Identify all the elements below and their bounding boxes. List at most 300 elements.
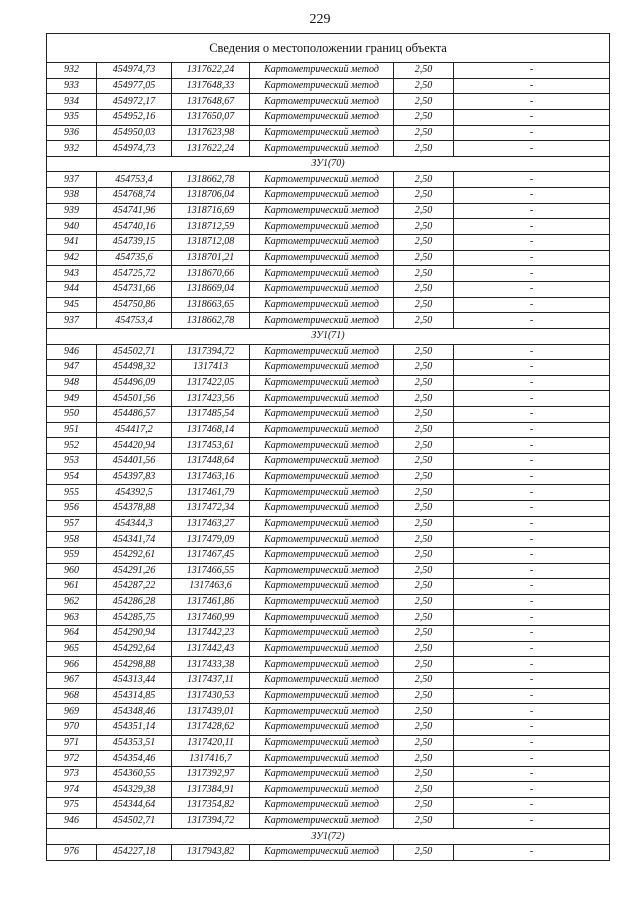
- accuracy-cell: 2,50: [394, 782, 454, 798]
- description-cell: -: [454, 78, 610, 94]
- x-coordinate-cell: 454768,74: [97, 188, 172, 204]
- x-coordinate-cell: 454292,64: [97, 641, 172, 657]
- description-cell: -: [454, 109, 610, 125]
- y-coordinate-cell: 1317622,24: [172, 63, 250, 79]
- x-coordinate-cell: 454502,71: [97, 813, 172, 829]
- method-cell: Картометрический метод: [250, 469, 394, 485]
- point-number-cell: 937: [47, 313, 97, 329]
- description-cell: -: [454, 266, 610, 282]
- description-cell: -: [454, 313, 610, 329]
- y-coordinate-cell: 1317943,82: [172, 845, 250, 861]
- table-row: [47, 704, 610, 720]
- description-cell: -: [454, 344, 610, 360]
- description-cell: -: [454, 219, 610, 235]
- y-coordinate-cell: 1317413: [172, 360, 250, 376]
- description-cell: -: [454, 485, 610, 501]
- method-cell: Картометрический метод: [250, 719, 394, 735]
- y-coordinate-cell: 1317394,72: [172, 344, 250, 360]
- accuracy-cell: 2,50: [394, 813, 454, 829]
- accuracy-cell: 2,50: [394, 547, 454, 563]
- method-cell: Картометрический метод: [250, 766, 394, 782]
- point-number-cell: 935: [47, 109, 97, 125]
- point-number-cell: 959: [47, 547, 97, 563]
- y-coordinate-cell: 1317448,64: [172, 454, 250, 470]
- y-coordinate-cell: 1317422,05: [172, 375, 250, 391]
- description-cell: -: [454, 63, 610, 79]
- point-number-cell: 952: [47, 438, 97, 454]
- x-coordinate-cell: 454341,74: [97, 532, 172, 548]
- accuracy-cell: 2,50: [394, 672, 454, 688]
- y-coordinate-cell: 1317394,72: [172, 813, 250, 829]
- table-row: [47, 766, 610, 782]
- description-cell: -: [454, 719, 610, 735]
- description-cell: -: [454, 735, 610, 751]
- x-coordinate-cell: 454329,38: [97, 782, 172, 798]
- table-row: [47, 125, 610, 141]
- y-coordinate-cell: 1317442,23: [172, 626, 250, 642]
- method-cell: Картометрический метод: [250, 407, 394, 423]
- description-cell: -: [454, 563, 610, 579]
- description-cell: -: [454, 500, 610, 516]
- table-row: [47, 500, 610, 516]
- y-coordinate-cell: 1317442,43: [172, 641, 250, 657]
- method-cell: Картометрический метод: [250, 485, 394, 501]
- description-cell: -: [454, 626, 610, 642]
- x-coordinate-cell: 454397,83: [97, 469, 172, 485]
- method-cell: Картометрический метод: [250, 516, 394, 532]
- point-number-cell: 943: [47, 266, 97, 282]
- point-number-cell: 932: [47, 63, 97, 79]
- method-cell: Картометрический метод: [250, 125, 394, 141]
- point-number-cell: 956: [47, 500, 97, 516]
- table-row: [47, 532, 610, 548]
- table-row: [47, 281, 610, 297]
- x-coordinate-cell: 454286,28: [97, 594, 172, 610]
- method-cell: Картометрический метод: [250, 250, 394, 266]
- method-cell: Картометрический метод: [250, 391, 394, 407]
- section-header-row: [47, 156, 610, 172]
- page-number: 229: [309, 12, 331, 27]
- description-cell: -: [454, 813, 610, 829]
- point-number-cell: 974: [47, 782, 97, 798]
- x-coordinate-cell: 454344,64: [97, 798, 172, 814]
- method-cell: Картометрический метод: [250, 532, 394, 548]
- method-cell: Картометрический метод: [250, 109, 394, 125]
- y-coordinate-cell: 1317461,86: [172, 594, 250, 610]
- point-number-cell: 962: [47, 594, 97, 610]
- description-cell: -: [454, 641, 610, 657]
- y-coordinate-cell: 1318701,21: [172, 250, 250, 266]
- method-cell: Картометрический метод: [250, 672, 394, 688]
- accuracy-cell: 2,50: [394, 579, 454, 595]
- x-coordinate-cell: 454725,72: [97, 266, 172, 282]
- y-coordinate-cell: 1317463,27: [172, 516, 250, 532]
- description-cell: -: [454, 203, 610, 219]
- table-row: [47, 203, 610, 219]
- accuracy-cell: 2,50: [394, 78, 454, 94]
- description-cell: -: [454, 688, 610, 704]
- x-coordinate-cell: 454291,26: [97, 563, 172, 579]
- point-number-cell: 936: [47, 125, 97, 141]
- description-cell: -: [454, 125, 610, 141]
- table-row: [47, 626, 610, 642]
- table-title-row: [47, 34, 610, 63]
- table-row: [47, 688, 610, 704]
- x-coordinate-cell: 454753,4: [97, 172, 172, 188]
- accuracy-cell: 2,50: [394, 719, 454, 735]
- point-number-cell: 946: [47, 813, 97, 829]
- point-number-cell: 971: [47, 735, 97, 751]
- accuracy-cell: 2,50: [394, 407, 454, 423]
- table-row: [47, 594, 610, 610]
- description-cell: -: [454, 782, 610, 798]
- point-number-cell: 965: [47, 641, 97, 657]
- description-cell: -: [454, 235, 610, 251]
- table-row: [47, 579, 610, 595]
- description-cell: -: [454, 422, 610, 438]
- table-row: [47, 141, 610, 157]
- section-header-row: [47, 829, 610, 845]
- method-cell: Картометрический метод: [250, 626, 394, 642]
- point-number-cell: 934: [47, 94, 97, 110]
- point-number-cell: 960: [47, 563, 97, 579]
- accuracy-cell: 2,50: [394, 845, 454, 861]
- x-coordinate-cell: 454977,05: [97, 78, 172, 94]
- description-cell: -: [454, 454, 610, 470]
- method-cell: Картометрический метод: [250, 813, 394, 829]
- description-cell: -: [454, 141, 610, 157]
- y-coordinate-cell: 1318670,66: [172, 266, 250, 282]
- table-row: [47, 78, 610, 94]
- description-cell: -: [454, 516, 610, 532]
- x-coordinate-cell: 454227,18: [97, 845, 172, 861]
- accuracy-cell: 2,50: [394, 438, 454, 454]
- method-cell: Картометрический метод: [250, 594, 394, 610]
- method-cell: Картометрический метод: [250, 360, 394, 376]
- y-coordinate-cell: 1317420,11: [172, 735, 250, 751]
- x-coordinate-cell: 454313,44: [97, 672, 172, 688]
- x-coordinate-cell: 454285,75: [97, 610, 172, 626]
- x-coordinate-cell: 454378,88: [97, 500, 172, 516]
- accuracy-cell: 2,50: [394, 641, 454, 657]
- table-row: [47, 454, 610, 470]
- accuracy-cell: 2,50: [394, 798, 454, 814]
- method-cell: Картометрический метод: [250, 641, 394, 657]
- method-cell: Картометрический метод: [250, 751, 394, 767]
- accuracy-cell: 2,50: [394, 281, 454, 297]
- accuracy-cell: 2,50: [394, 266, 454, 282]
- method-cell: Картометрический метод: [250, 203, 394, 219]
- x-coordinate-cell: 454972,17: [97, 94, 172, 110]
- description-cell: -: [454, 751, 610, 767]
- x-coordinate-cell: 454735,6: [97, 250, 172, 266]
- x-coordinate-cell: 454974,73: [97, 141, 172, 157]
- method-cell: Картометрический метод: [250, 782, 394, 798]
- point-number-cell: 975: [47, 798, 97, 814]
- y-coordinate-cell: 1317463,16: [172, 469, 250, 485]
- table-row: [47, 109, 610, 125]
- point-number-cell: 948: [47, 375, 97, 391]
- table-row: [47, 845, 610, 861]
- accuracy-cell: 2,50: [394, 188, 454, 204]
- method-cell: Картометрический метод: [250, 845, 394, 861]
- x-coordinate-cell: 454348,46: [97, 704, 172, 720]
- x-coordinate-cell: 454750,86: [97, 297, 172, 313]
- point-number-cell: 950: [47, 407, 97, 423]
- accuracy-cell: 2,50: [394, 500, 454, 516]
- x-coordinate-cell: 454950,03: [97, 125, 172, 141]
- x-coordinate-cell: 454287,22: [97, 579, 172, 595]
- accuracy-cell: 2,50: [394, 109, 454, 125]
- table-row: [47, 657, 610, 673]
- description-cell: -: [454, 297, 610, 313]
- description-cell: -: [454, 94, 610, 110]
- method-cell: Картометрический метод: [250, 266, 394, 282]
- point-number-cell: 939: [47, 203, 97, 219]
- description-cell: -: [454, 188, 610, 204]
- method-cell: Картометрический метод: [250, 735, 394, 751]
- y-coordinate-cell: 1317623,98: [172, 125, 250, 141]
- description-cell: -: [454, 172, 610, 188]
- method-cell: Картометрический метод: [250, 344, 394, 360]
- x-coordinate-cell: 454290,94: [97, 626, 172, 642]
- method-cell: Картометрический метод: [250, 172, 394, 188]
- table-row: [47, 641, 610, 657]
- description-cell: -: [454, 610, 610, 626]
- table-row: [47, 250, 610, 266]
- point-number-cell: 954: [47, 469, 97, 485]
- accuracy-cell: 2,50: [394, 94, 454, 110]
- point-number-cell: 938: [47, 188, 97, 204]
- y-coordinate-cell: 1318663,65: [172, 297, 250, 313]
- accuracy-cell: 2,50: [394, 688, 454, 704]
- y-coordinate-cell: 1317467,45: [172, 547, 250, 563]
- accuracy-cell: 2,50: [394, 391, 454, 407]
- method-cell: Картометрический метод: [250, 657, 394, 673]
- method-cell: Картометрический метод: [250, 78, 394, 94]
- accuracy-cell: 2,50: [394, 657, 454, 673]
- x-coordinate-cell: 454360,55: [97, 766, 172, 782]
- method-cell: Картометрический метод: [250, 704, 394, 720]
- point-number-cell: 949: [47, 391, 97, 407]
- table-row: [47, 672, 610, 688]
- table-row: [47, 422, 610, 438]
- table-row: [47, 375, 610, 391]
- table-row: [47, 63, 610, 79]
- description-cell: -: [454, 375, 610, 391]
- section-label: ЗУ1(72): [47, 829, 610, 845]
- method-cell: Картометрический метод: [250, 454, 394, 470]
- method-cell: Картометрический метод: [250, 610, 394, 626]
- point-number-cell: 957: [47, 516, 97, 532]
- x-coordinate-cell: 454739,15: [97, 235, 172, 251]
- x-coordinate-cell: 454351,14: [97, 719, 172, 735]
- point-number-cell: 953: [47, 454, 97, 470]
- table-row: [47, 813, 610, 829]
- table-row: [47, 782, 610, 798]
- point-number-cell: 966: [47, 657, 97, 673]
- x-coordinate-cell: 454974,73: [97, 63, 172, 79]
- x-coordinate-cell: 454314,85: [97, 688, 172, 704]
- method-cell: Картометрический метод: [250, 375, 394, 391]
- accuracy-cell: 2,50: [394, 610, 454, 626]
- description-cell: -: [454, 250, 610, 266]
- table-row: [47, 344, 610, 360]
- method-cell: Картометрический метод: [250, 563, 394, 579]
- table-row: [47, 172, 610, 188]
- description-cell: -: [454, 766, 610, 782]
- method-cell: Картометрический метод: [250, 798, 394, 814]
- method-cell: Картометрический метод: [250, 579, 394, 595]
- accuracy-cell: 2,50: [394, 735, 454, 751]
- point-number-cell: 955: [47, 485, 97, 501]
- method-cell: Картометрический метод: [250, 422, 394, 438]
- description-cell: -: [454, 672, 610, 688]
- accuracy-cell: 2,50: [394, 375, 454, 391]
- x-coordinate-cell: 454401,56: [97, 454, 172, 470]
- accuracy-cell: 2,50: [394, 563, 454, 579]
- description-cell: -: [454, 360, 610, 376]
- table-row: [47, 235, 610, 251]
- y-coordinate-cell: 1317430,53: [172, 688, 250, 704]
- point-number-cell: 973: [47, 766, 97, 782]
- description-cell: -: [454, 704, 610, 720]
- description-cell: -: [454, 579, 610, 595]
- point-number-cell: 942: [47, 250, 97, 266]
- accuracy-cell: 2,50: [394, 485, 454, 501]
- accuracy-cell: 2,50: [394, 219, 454, 235]
- method-cell: Картометрический метод: [250, 235, 394, 251]
- point-number-cell: 932: [47, 141, 97, 157]
- method-cell: Картометрический метод: [250, 297, 394, 313]
- accuracy-cell: 2,50: [394, 422, 454, 438]
- x-coordinate-cell: 454417,2: [97, 422, 172, 438]
- x-coordinate-cell: 454353,51: [97, 735, 172, 751]
- description-cell: -: [454, 798, 610, 814]
- x-coordinate-cell: 454731,66: [97, 281, 172, 297]
- point-number-cell: 944: [47, 281, 97, 297]
- x-coordinate-cell: 454501,56: [97, 391, 172, 407]
- y-coordinate-cell: 1317433,38: [172, 657, 250, 673]
- point-number-cell: 968: [47, 688, 97, 704]
- accuracy-cell: 2,50: [394, 313, 454, 329]
- table-row: [47, 407, 610, 423]
- accuracy-cell: 2,50: [394, 751, 454, 767]
- table-row: [47, 188, 610, 204]
- section-header-row: [47, 328, 610, 344]
- point-number-cell: 970: [47, 719, 97, 735]
- y-coordinate-cell: 1317463,6: [172, 579, 250, 595]
- accuracy-cell: 2,50: [394, 344, 454, 360]
- point-number-cell: 946: [47, 344, 97, 360]
- method-cell: Картометрический метод: [250, 188, 394, 204]
- accuracy-cell: 2,50: [394, 297, 454, 313]
- table-row: [47, 563, 610, 579]
- accuracy-cell: 2,50: [394, 235, 454, 251]
- method-cell: Картометрический метод: [250, 438, 394, 454]
- y-coordinate-cell: 1318669,04: [172, 281, 250, 297]
- table-row: [47, 719, 610, 735]
- accuracy-cell: 2,50: [394, 766, 454, 782]
- point-number-cell: 941: [47, 235, 97, 251]
- table-row: [47, 313, 610, 329]
- point-number-cell: 940: [47, 219, 97, 235]
- table-row: [47, 516, 610, 532]
- accuracy-cell: 2,50: [394, 516, 454, 532]
- y-coordinate-cell: 1317472,34: [172, 500, 250, 516]
- accuracy-cell: 2,50: [394, 594, 454, 610]
- x-coordinate-cell: 454753,4: [97, 313, 172, 329]
- y-coordinate-cell: 1317485,54: [172, 407, 250, 423]
- point-number-cell: 967: [47, 672, 97, 688]
- method-cell: Картометрический метод: [250, 281, 394, 297]
- table-row: [47, 266, 610, 282]
- method-cell: Картометрический метод: [250, 141, 394, 157]
- y-coordinate-cell: 1317423,56: [172, 391, 250, 407]
- point-number-cell: 958: [47, 532, 97, 548]
- method-cell: Картометрический метод: [250, 63, 394, 79]
- y-coordinate-cell: 1317392,97: [172, 766, 250, 782]
- y-coordinate-cell: 1317479,09: [172, 532, 250, 548]
- x-coordinate-cell: 454741,96: [97, 203, 172, 219]
- accuracy-cell: 2,50: [394, 626, 454, 642]
- accuracy-cell: 2,50: [394, 63, 454, 79]
- x-coordinate-cell: 454952,16: [97, 109, 172, 125]
- point-number-cell: 951: [47, 422, 97, 438]
- point-number-cell: 933: [47, 78, 97, 94]
- table-row: [47, 469, 610, 485]
- x-coordinate-cell: 454392,5: [97, 485, 172, 501]
- accuracy-cell: 2,50: [394, 469, 454, 485]
- accuracy-cell: 2,50: [394, 250, 454, 266]
- x-coordinate-cell: 454740,16: [97, 219, 172, 235]
- point-number-cell: 972: [47, 751, 97, 767]
- x-coordinate-cell: 454344,3: [97, 516, 172, 532]
- accuracy-cell: 2,50: [394, 141, 454, 157]
- table-title: Сведения о местоположении границ объекта: [47, 34, 610, 63]
- description-cell: -: [454, 407, 610, 423]
- table-row: [47, 735, 610, 751]
- table-row: [47, 94, 610, 110]
- description-cell: -: [454, 845, 610, 861]
- description-cell: -: [454, 391, 610, 407]
- x-coordinate-cell: 454498,32: [97, 360, 172, 376]
- section-label: ЗУ1(70): [47, 156, 610, 172]
- y-coordinate-cell: 1317437,11: [172, 672, 250, 688]
- table-row: [47, 391, 610, 407]
- accuracy-cell: 2,50: [394, 360, 454, 376]
- boundary-coordinates-table: [46, 33, 610, 861]
- y-coordinate-cell: 1317466,55: [172, 563, 250, 579]
- x-coordinate-cell: 454496,09: [97, 375, 172, 391]
- x-coordinate-cell: 454354,46: [97, 751, 172, 767]
- y-coordinate-cell: 1318706,04: [172, 188, 250, 204]
- table-row: [47, 438, 610, 454]
- description-cell: -: [454, 281, 610, 297]
- description-cell: -: [454, 594, 610, 610]
- point-number-cell: 976: [47, 845, 97, 861]
- point-number-cell: 947: [47, 360, 97, 376]
- method-cell: Картометрический метод: [250, 219, 394, 235]
- point-number-cell: 945: [47, 297, 97, 313]
- x-coordinate-cell: 454502,71: [97, 344, 172, 360]
- table-row: [47, 547, 610, 563]
- y-coordinate-cell: 1317416,7: [172, 751, 250, 767]
- y-coordinate-cell: 1317453,61: [172, 438, 250, 454]
- y-coordinate-cell: 1317460,99: [172, 610, 250, 626]
- y-coordinate-cell: 1317648,33: [172, 78, 250, 94]
- table-row: [47, 751, 610, 767]
